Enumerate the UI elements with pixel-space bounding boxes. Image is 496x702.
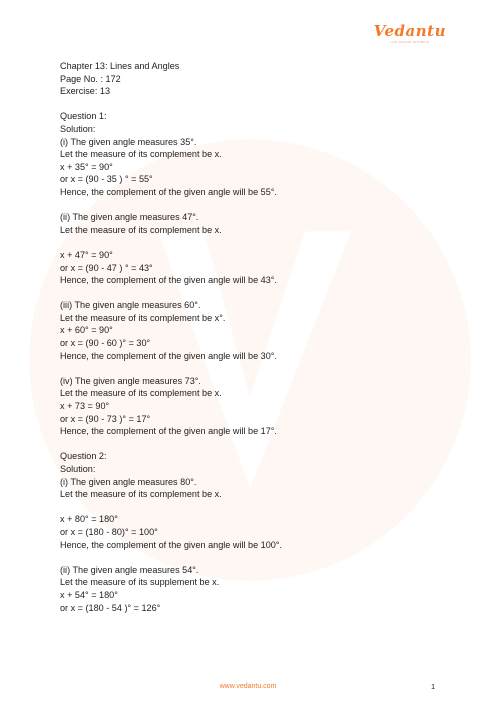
- spacer: [60, 287, 460, 300]
- logo-text: Vedantu: [373, 22, 446, 40]
- solution-line: x + 35° = 90°: [60, 161, 113, 172]
- solution-line: (iv) The given angle measures 73°.: [60, 375, 201, 386]
- page-number-label: Page No. : 172: [60, 73, 121, 84]
- solution-line: x + 80° = 180°: [60, 514, 118, 525]
- solution-line: Hence, the complement of the given angle will be 100°.: [60, 539, 283, 550]
- solution-line: Let the measure of its complement be x°.: [60, 312, 226, 323]
- spacer: [60, 438, 460, 451]
- solution-line: Hence, the complement of the given angle will be 17°.: [60, 426, 277, 437]
- spacer: [60, 362, 460, 375]
- solution-line: Hence, the complement of the given angle will be 30°.: [60, 350, 277, 361]
- solution-line: Let the measure of its complement be x.: [60, 489, 222, 500]
- solution-line: or x = (90 - 60 )° = 30°: [60, 338, 151, 349]
- solution-line: or x = (90 - 35 ) ° = 55°: [60, 174, 153, 185]
- solution-line: Let the measure of its complement be x.: [60, 149, 222, 160]
- exercise-label: Exercise: 13: [60, 86, 111, 97]
- chapter-title: Chapter 13: Lines and Angles: [60, 61, 180, 71]
- vedantu-logo: [374, 24, 446, 44]
- solution-line: x + 54° = 180°: [60, 589, 118, 600]
- solution-line: Hence, the complement of the given angle will be 43°.: [60, 275, 277, 286]
- solution-line: or x = (180 - 80)° = 100°: [60, 526, 158, 537]
- solution-line: x + 60° = 90°: [60, 325, 113, 336]
- spacer: [60, 236, 460, 249]
- solution-line: or x = (90 - 47 ) ° = 43°: [60, 262, 153, 273]
- document-body: [60, 60, 460, 614]
- solution-line: (ii) The given angle measures 47°.: [60, 212, 199, 223]
- solution-line: (i) The given angle measures 35°.: [60, 136, 197, 147]
- solution-line: Let the measure of its complement be x.: [60, 224, 222, 235]
- solution-line: or x = (90 - 73 )° = 17°: [60, 413, 151, 424]
- question-2-parts: [60, 476, 460, 615]
- question-1-parts: [60, 136, 460, 451]
- footer-website-link[interactable]: www.vedantu.com: [219, 683, 277, 690]
- solution-line: Let the measure of its supplement be x.: [60, 577, 220, 588]
- solution-line: Let the measure of its complement be x.: [60, 388, 222, 399]
- question-1-title: Question 1:: [60, 111, 107, 122]
- solution-line: x + 47° = 90°: [60, 249, 113, 260]
- solution-line: or x = (180 - 54 )° = 126°: [60, 602, 161, 613]
- question-2-solution-label: Solution:: [60, 464, 96, 474]
- solution-line: (iii) The given angle measures 60°.: [60, 300, 201, 311]
- solution-line: Hence, the complement of the given angle will be 55°.: [60, 186, 277, 197]
- page-number: 1: [431, 682, 436, 691]
- spacer: [60, 501, 460, 514]
- question-1-solution-label: Solution:: [60, 123, 96, 134]
- spacer: [60, 551, 460, 564]
- spacer: [60, 98, 460, 111]
- spacer: [60, 199, 460, 212]
- solution-line: (i) The given angle measures 80°.: [60, 476, 197, 487]
- logo-tagline: LIVE ONLINE TUTORING: [390, 40, 430, 44]
- solution-line: (ii) The given angle measures 54°.: [60, 564, 199, 575]
- solution-line: x + 73 = 90°: [60, 401, 110, 412]
- question-2-title: Question 2:: [60, 451, 107, 462]
